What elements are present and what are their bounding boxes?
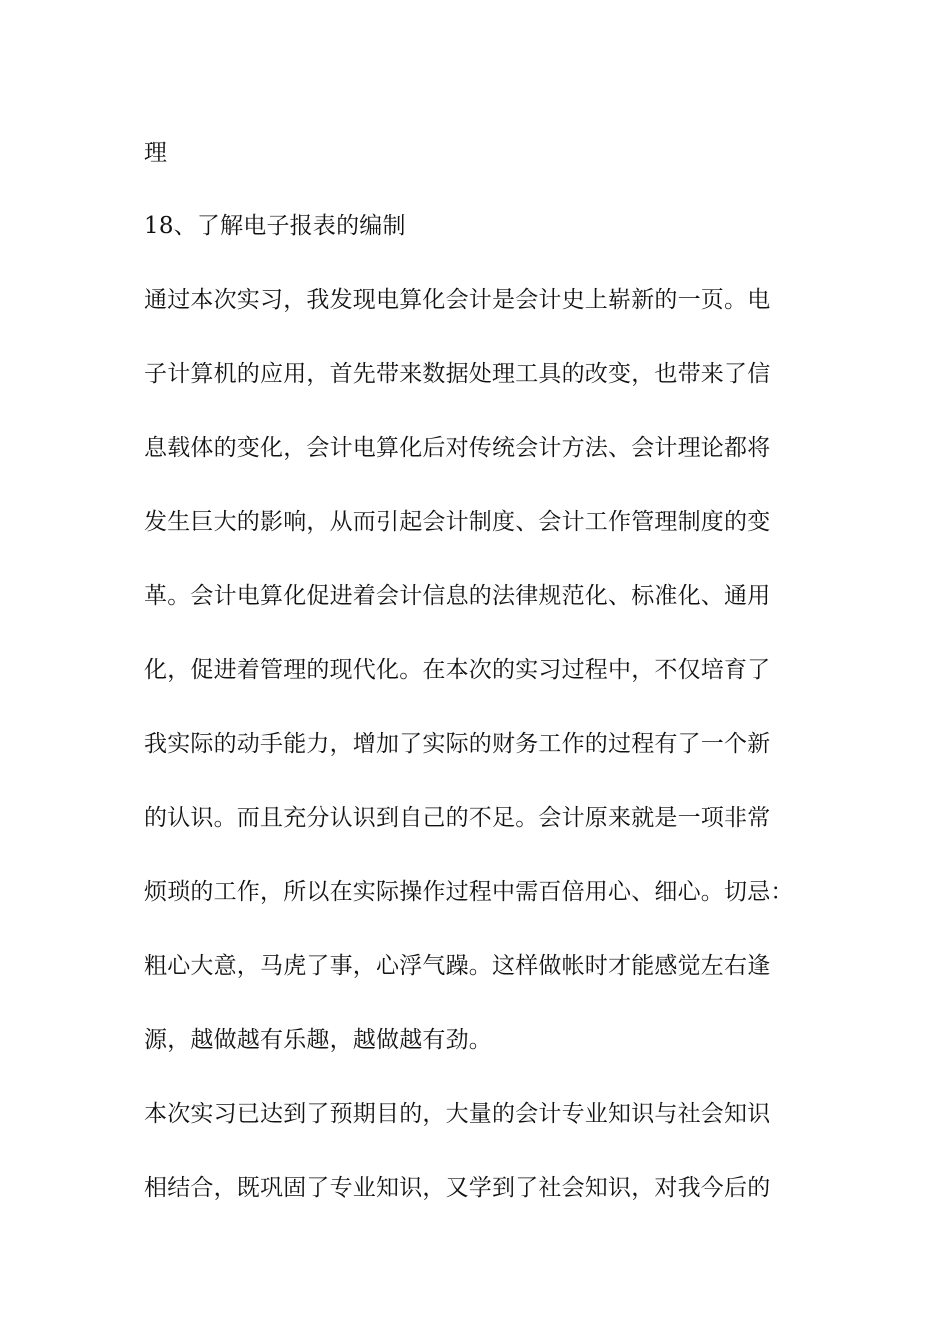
text-line: 理 [144,140,168,166]
text-line: 源，越做越有乐趣，越做越有劲。 [144,1027,492,1053]
text-line: 化，促进着管理的现代化。在本次的实习过程中，不仅培育了 [144,657,771,683]
text-line: 本次实习已达到了预期目的，大量的会计专业知识与社会知识 [144,1101,771,1127]
text-line: 子计算机的应用，首先带来数据处理工具的改变，也带来了信 [144,361,771,387]
text-line: 革。会计电算化促进着会计信息的法律规范化、标准化、通用 [144,583,771,609]
text-line: 的认识。而且充分认识到自己的不足。会计原来就是一项非常 [144,805,771,831]
text-line: 我实际的动手能力，增加了实际的财务工作的过程有了一个新 [144,731,771,757]
text-line: 相结合，既巩固了专业知识，又学到了社会知识，对我今后的 [144,1175,771,1201]
text-line: 通过本次实习，我发现电算化会计是会计史上崭新的一页。电 [144,287,771,313]
text-line: 息载体的变化，会计电算化后对传统会计方法、会计理论都将 [144,435,771,461]
text-line: 烦琐的工作，所以在实际操作过程中需百倍用心、细心。切忌： [144,879,794,905]
text-line: 粗心大意，马虎了事，心浮气躁。这样做帐时才能感觉左右逢 [144,953,771,979]
section-heading: 18、了解电子报表的编制 [144,213,406,239]
text-line: 发生巨大的影响，从而引起会计制度、会计工作管理制度的变 [144,509,771,535]
